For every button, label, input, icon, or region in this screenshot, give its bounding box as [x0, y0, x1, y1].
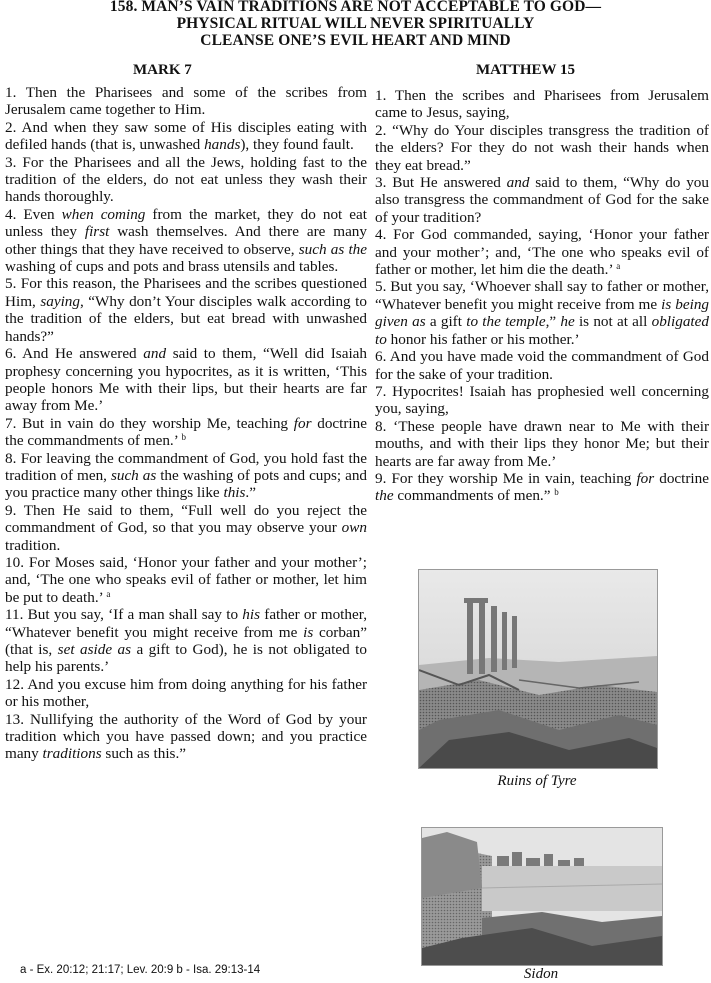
verse-text: 1. Then the Pharisees and some of the scribes from Jerusalem came together to Him. — [5, 84, 367, 119]
verse — [5, 119, 367, 154]
verse-text: a gift to God), he is not obligated to help his parents.’ — [5, 641, 367, 676]
verse-text: honor his father or his mother.’ — [386, 330, 580, 348]
footnote-marker: a — [616, 261, 621, 272]
verse — [5, 345, 367, 415]
sidon-caption: Sidon — [523, 966, 559, 982]
verse-text: saying — [40, 292, 80, 310]
verse-text: such as — [110, 466, 157, 484]
verse — [5, 84, 367, 119]
verse-text: the — [375, 487, 394, 505]
verse — [5, 554, 367, 606]
verse — [375, 383, 709, 418]
verse — [375, 226, 709, 278]
verse — [375, 122, 709, 174]
verse-text: doctrine the commandments of men.’ — [5, 414, 367, 450]
verse — [5, 711, 367, 763]
verse-text: 1. Then the scribes and Pharisees from Jerusalem came to Jesus, saying, — [375, 87, 709, 122]
verse-text: first — [84, 223, 110, 241]
verse-text: when coming — [61, 205, 146, 223]
footnotes: a - Ex. 20:12; 21:17; Lev. 20:9 b - Isa. 29:13-14 — [20, 964, 261, 976]
verse-text: doctrine — [654, 469, 709, 487]
mark-heading: MARK 7 — [133, 62, 192, 78]
verse — [375, 278, 709, 348]
verse-text: and — [506, 174, 530, 192]
mark-column — [5, 84, 367, 763]
verse — [5, 206, 367, 276]
tyre-caption: Ruins of Tyre — [497, 773, 577, 789]
verse — [375, 87, 709, 122]
verse — [5, 676, 367, 711]
verse-text: is not at all — [574, 313, 652, 331]
verse-text: 5. But you say, ‘Whoever shall say to father or mother, “Whatever benefit you might receive from me — [375, 278, 709, 313]
verse-text: the washing of pots and cups; and you practice many other things like — [5, 466, 368, 502]
verse-text: his — [242, 606, 261, 624]
verse — [375, 470, 709, 505]
matthew-column — [375, 87, 709, 505]
verse-text: 2. “Why do Your disciples transgress the tradition of the elders? For they do not wash their hands when they eat bread.” — [375, 121, 709, 174]
verse-text: 3. But He answered — [375, 174, 507, 192]
verse-text: such as this.” — [101, 745, 186, 763]
verse-text: 10. For Moses said, ‘Honor your father and your mother’; and, ‘The one who speaks evil of father or mother, let him be put to death.’ — [5, 553, 367, 606]
verse-text: , “Why don’t Your disciples walk according to the tradition of the elders, but eat bread with unwashed hands?” — [5, 292, 367, 345]
verse-text: 2. And when they saw some of His disciples eating with defiled hands (that is, unwashed — [5, 118, 367, 154]
footnote-marker: b — [554, 487, 559, 498]
matthew-heading: MATTHEW 15 — [476, 62, 576, 78]
verse-text: a gift — [425, 313, 467, 331]
verse-text: 8. ‘These people have drawn near to Me with their mouths, and with their lips they honor Me; but their hearts are far away from Me.’ — [375, 417, 709, 470]
verse-text: corban” (that is, — [5, 623, 368, 658]
verse-text: set aside as — [57, 641, 132, 658]
verse-text: 6. And He answered — [5, 345, 144, 363]
verse-text: 11. But you say, ‘If a man shall say to — [5, 606, 243, 624]
page-title — [0, 0, 711, 49]
verse-text: he — [560, 313, 575, 331]
verse-text: 6. And you have made void the commandment of God for the sake of your tradition. — [375, 348, 709, 383]
verse — [5, 606, 367, 676]
verse-text: said to them, “Why do you also transgress the commandment of God for the sake of your tradition? — [375, 174, 709, 226]
verse — [375, 418, 709, 470]
verse-text: hands — [204, 136, 241, 154]
verse — [375, 174, 709, 226]
footnote-marker: a — [106, 588, 111, 599]
verse-text: 9. Then He said to them, “Full well do you reject the commandment of God, so that you may observe your — [5, 501, 367, 537]
verse-text: .” — [245, 484, 256, 502]
verse-text: 4. Even — [5, 205, 62, 223]
title-line-3: CLEANSE ONE’S EVIL HEART AND MIND — [200, 32, 511, 49]
verse — [5, 275, 367, 345]
verse-text: 12. And you excuse him from doing anything for his father or his mother, — [5, 675, 367, 711]
verse-text: 7. Hypocrites! Isaiah has prophesied well concerning you, saying, — [375, 382, 709, 418]
tyre-image-illustration — [419, 570, 657, 768]
verse-text: from the market, they do not eat unless they — [5, 205, 367, 241]
verse-text: this — [223, 484, 246, 502]
verse-text: said to them, “Well did Isaiah prophesy concerning you hypocrites, as it is written, ‘This people honors Me with their lips, but their hearts are far away from Me.’ — [5, 345, 367, 415]
verse-text: ,” — [545, 313, 561, 331]
verse-text: commandments of men.” — [393, 487, 555, 505]
verse-text: ), they found fault. — [240, 136, 354, 154]
title-line-1: 158. MAN’S VAIN TRADITIONS ARE NOT ACCEPTABLE TO GOD— — [109, 0, 602, 15]
verse-text: washing of cups and pots and brass utensils and tables. — [5, 258, 339, 276]
verse-text: 13. Nullifying the authority of the Word of God by your tradition which you have passed down; and you practice many — [5, 710, 367, 763]
verse-text: wash themselves. And there are many other things that they have received to observe, — [5, 223, 367, 258]
verse-text: tradition. — [5, 536, 61, 554]
verse-text: 7. But in vain do they worship Me, teaching — [5, 414, 294, 432]
verse — [5, 154, 367, 206]
verse — [5, 450, 367, 502]
verse-text: and — [143, 345, 167, 363]
verse-text: own — [341, 519, 367, 537]
verse-text: 9. For they worship Me in vain, teaching — [375, 469, 637, 487]
verse — [375, 348, 709, 383]
verse-text: 4. For God commanded, saying, ‘Honor your father and your mother’; and, ‘The one who speaks evil of father or mother, let him die the death.’ — [375, 226, 709, 279]
verse-text: for — [636, 469, 655, 487]
verse-text: such as the — [298, 240, 367, 258]
verse-text: 3. For the Pharisees and all the Jews, holding fast to the tradition of the elders, do not eat unless they wash their hands thoroughly. — [5, 153, 367, 206]
sidon-image-illustration — [422, 828, 662, 965]
title-line-2: PHYSICAL RITUAL WILL NEVER SPIRITUALLY — [176, 15, 535, 32]
verse-text: obligated to — [375, 313, 709, 348]
verse-text: is — [303, 623, 314, 641]
verse — [5, 415, 367, 450]
verse-text: 8. For leaving the commandment of God, you hold fast the tradition of men, — [5, 449, 367, 484]
verse-text: to the temple — [466, 313, 546, 331]
verse-text: traditions — [42, 745, 102, 763]
verse-text: for — [293, 414, 312, 432]
verse — [5, 502, 367, 554]
verse-text: is being given as — [375, 295, 710, 331]
verse-text: 5. For this reason, the Pharisees and the scribes questioned Him, — [5, 275, 367, 310]
footnote-marker: b — [181, 432, 186, 443]
sidon-photo — [421, 827, 663, 966]
verse-text: father or mother, “Whatever benefit you might receive from me — [5, 606, 367, 641]
ruins-of-tyre-photo — [418, 569, 658, 769]
